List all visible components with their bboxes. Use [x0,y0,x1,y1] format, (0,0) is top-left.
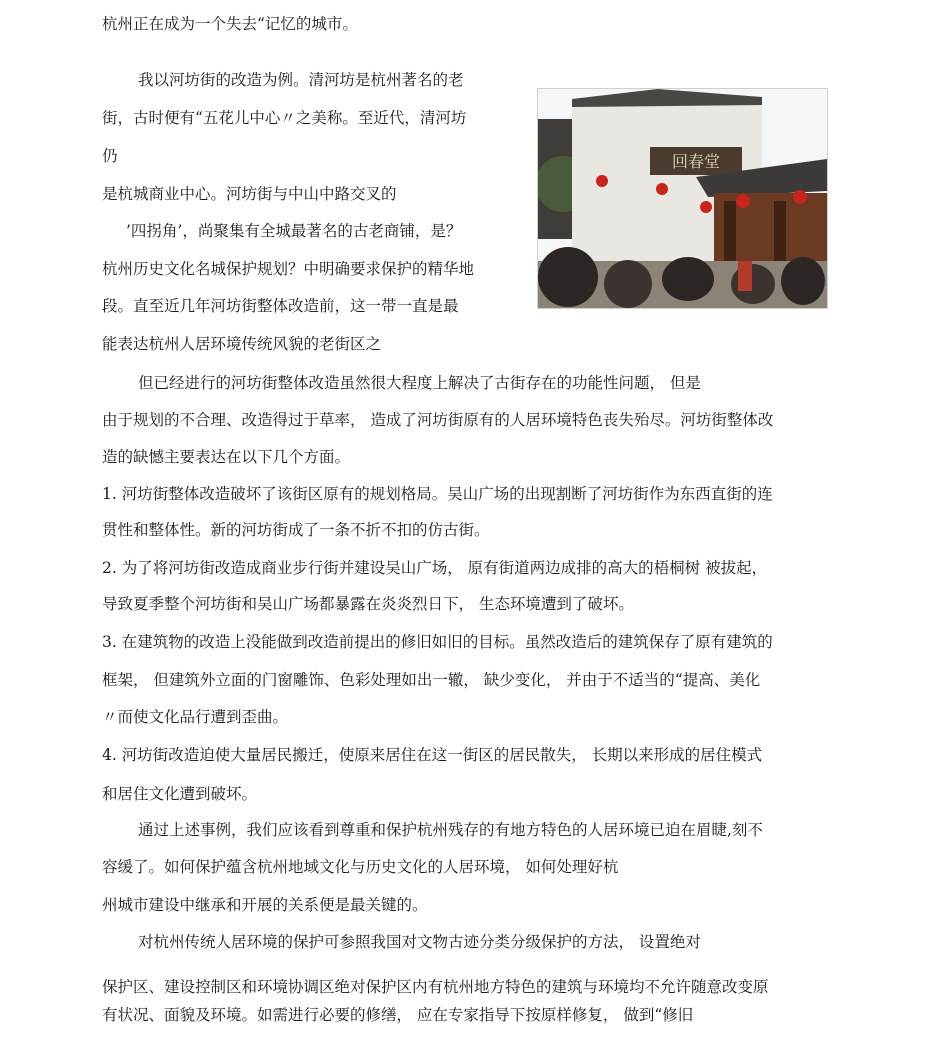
signboard-text: 回春堂 [671,152,721,171]
pavilion-pillar [774,201,786,271]
text-line: 对杭州传统人居环境的保护可参照我国对文物古迹分类分级保护的方法， 设置绝对 [138,933,701,951]
person-red-coat [738,261,752,291]
lantern [736,194,750,208]
crowd [662,257,714,301]
street-scene-image [538,89,827,308]
lantern [656,183,668,195]
crowd [781,257,825,305]
text-line: 段。直至近几年河坊街整体改造前，这一带一直是最 [102,297,459,315]
text-line: 和居住文化遭到破坏。 [102,785,258,803]
text-line: 街，古时便有“五花儿中心〃之美称。至近代，清河坊 [102,109,467,127]
text-line: 是杭城商业中心。河坊街与中山中路交叉的 [102,185,397,203]
text-line: 3. 在建筑物的改造上没能做到改造前提出的修旧如旧的目标。虽然改造后的建筑保存了原有建筑的 [102,633,773,651]
text-line: 框架， 但建筑外立面的门窗雕饰、色彩处理如出一辙， 缺少变化， 并由于不适当的“提高、美化 [102,671,761,689]
text-line: 由于规划的不合理、改造得过于草率， 造成了河坊街原有的人居环境特色丧失殆尽。河坊街整体改 [102,411,774,429]
text-line: 造的缺憾主要表达在以下几个方面。 [102,448,351,466]
crowd [538,247,598,307]
text-line: 州城市建设中继承和开展的关系便是最关键的。 [102,896,428,914]
text-line: 〃而使文化品行遭到歪曲。 [102,708,289,726]
text-line: 4. 河坊街改造迫使大量居民搬迁，使原来居住在这一街区的居民散失， 长期以来形成的居住模式 [102,746,763,764]
lantern [596,175,608,187]
text-line: 保护区、建设控制区和环境协调区绝对保护区内有杭州地方特色的建筑与环境均不允许随意改变原 [102,978,769,996]
crowd [731,264,775,304]
text-line: 导致夏季整个河坊街和吴山广场都暴露在炎炎烈日下， 生态环境遭到了破坏。 [102,595,634,613]
text-line: ’四拐角’，尚聚集有全城最著名的古老商铺，是？ [126,222,462,240]
text-line: 仍 [102,147,118,165]
text-line: 容缓了。如何保护蕴含杭州地域文化与历史文化的人居环境， 如何处理好杭 [102,858,619,876]
pavilion-pillar [724,201,736,271]
text-line: 2. 为了将河坊街改造成商业步行街并建设吴山广场， 原有街道两边成排的高大的梧桐树 被拔起， [102,559,768,577]
text-line: 但已经进行的河坊街整体改造虽然很大程度上解决了古街存在的功能性问题， 但是 [138,374,701,392]
text-line: 贯性和整体性。新的河坊街成了一条不折不扣的仿古街。 [102,521,490,539]
crowd [604,260,652,308]
street-photo [537,88,828,309]
text-line: 能表达杭州人居环境传统风貌的老街区之 [102,335,382,353]
lantern [793,190,807,204]
text-line: 通过上述事例，我们应该看到尊重和保护杭州残存的有地方特色的人居环境已迫在眉睫,刻不 [138,821,763,839]
lantern [700,201,712,213]
text-line: 杭州正在成为一个失去“记忆的城市。 [102,15,358,33]
text-line: 我以河坊街的改造为例。清河坊是杭州著名的老 [138,71,464,89]
text-line: 有状况、面貌及环境。如需进行必要的修缮， 应在专家指导下按原样修复， 做到“修旧 [102,1006,694,1024]
text-line: 1. 河坊街整体改造破坏了该街区原有的规划格局。吴山广场的出现割断了河坊街作为东西直街的连 [102,485,773,503]
text-line: 杭州历史文化名城保护规划？中明确要求保护的精华地 [102,260,475,278]
